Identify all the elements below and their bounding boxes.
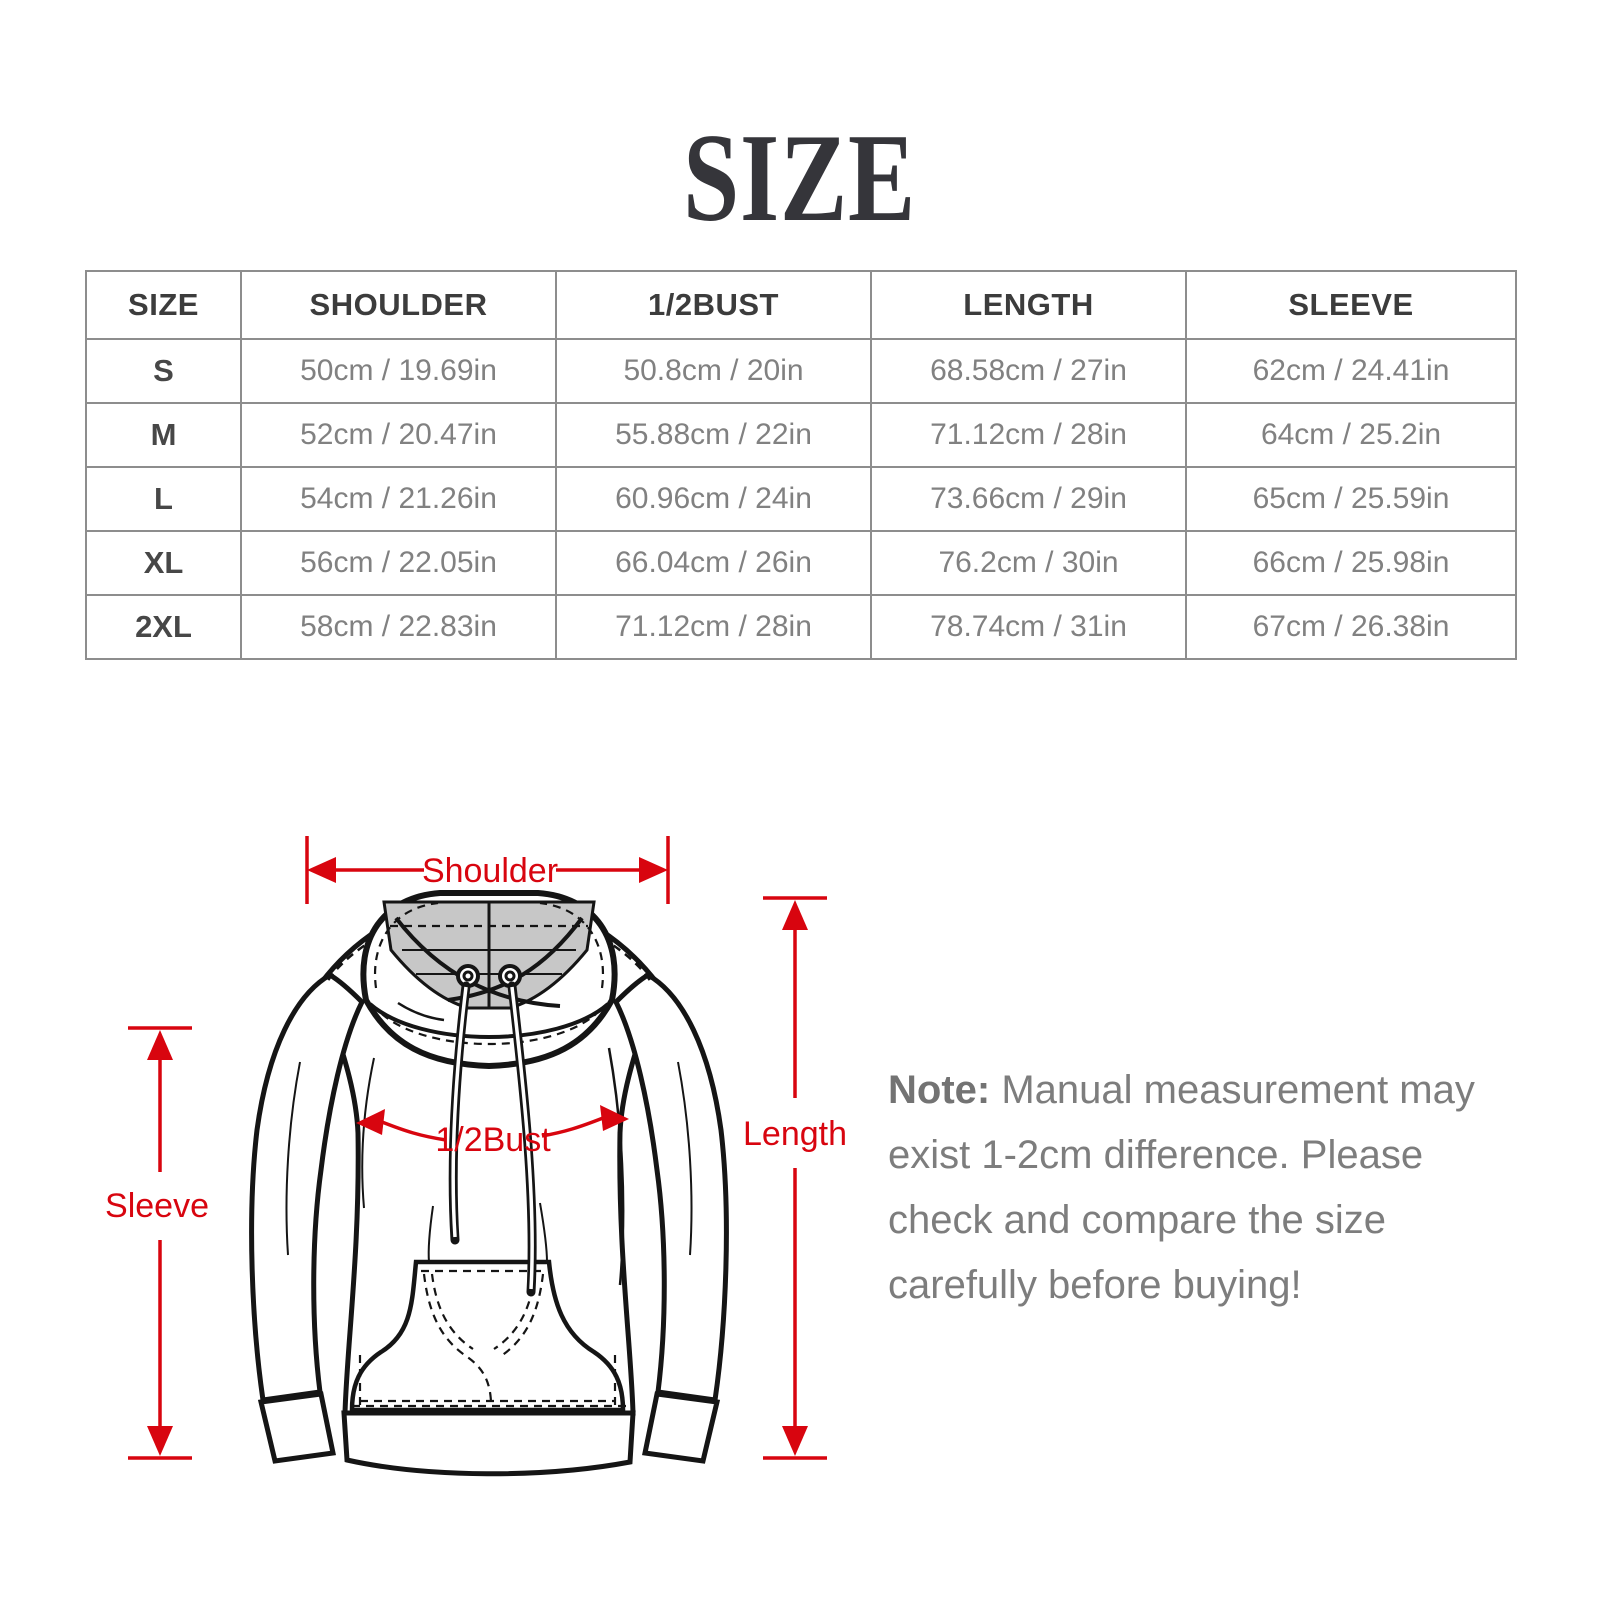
bust-cell: 71.12cm / 28in [556,595,871,659]
size-cell: XL [86,531,241,595]
left-sleeve [252,975,362,1400]
col-header-size: SIZE [86,271,241,339]
shoulder-cell: 58cm / 22.83in [241,595,556,659]
sleeve-cell: 65cm / 25.59in [1186,467,1516,531]
length-cell: 71.12cm / 28in [871,403,1186,467]
shoulder-cell: 52cm / 20.47in [241,403,556,467]
bust-cell: 60.96cm / 24in [556,467,871,531]
hem-band [344,1413,633,1474]
sleeve-cell: 64cm / 25.2in [1186,403,1516,467]
shoulder-cell: 56cm / 22.05in [241,531,556,595]
page-title: SIZE [683,109,917,248]
col-header-bust: 1/2BUST [556,271,871,339]
size-cell: M [86,403,241,467]
size-cell: L [86,467,241,531]
bust-cell: 55.88cm / 22in [556,403,871,467]
col-header-sleeve: SLEEVE [1186,271,1516,339]
length-cell: 73.66cm / 29in [871,467,1186,531]
bust-cell: 66.04cm / 26in [556,531,871,595]
sleeve-cell: 62cm / 24.41in [1186,339,1516,403]
length-cell: 78.74cm / 31in [871,595,1186,659]
col-header-length: LENGTH [871,271,1186,339]
sleeve-arrow-label: Sleeve [105,1187,209,1225]
right-sleeve [616,975,726,1400]
note-prefix: Note: [888,1068,991,1112]
sleeve-cell: 67cm / 26.38in [1186,595,1516,659]
shoulder-cell: 50cm / 19.69in [241,339,556,403]
sleeve-cell: 66cm / 25.98in [1186,531,1516,595]
shoulder-arrow-label: Shoulder [421,852,559,890]
right-cuff [645,1394,717,1461]
hoodie-illustration [252,893,727,1474]
shoulder-cell: 54cm / 21.26in [241,467,556,531]
bust-arrow-label: 1/2Bust [435,1121,551,1159]
note-block [888,1058,1496,1318]
bust-cell: 50.8cm / 20in [556,339,871,403]
length-arrow-label: Length [743,1115,847,1153]
size-cell: S [86,339,241,403]
col-header-shoulder: SHOULDER [241,271,556,339]
sleeve-arrow [105,1028,209,1458]
length-arrow [743,898,847,1458]
left-cuff [261,1394,333,1461]
note-body: Manual measurement may exist 1-2cm difference. Please check and compare the size carefully before buying! [888,1068,1475,1307]
length-cell: 76.2cm / 30in [871,531,1186,595]
length-cell: 68.58cm / 27in [871,339,1186,403]
size-cell: 2XL [86,595,241,659]
